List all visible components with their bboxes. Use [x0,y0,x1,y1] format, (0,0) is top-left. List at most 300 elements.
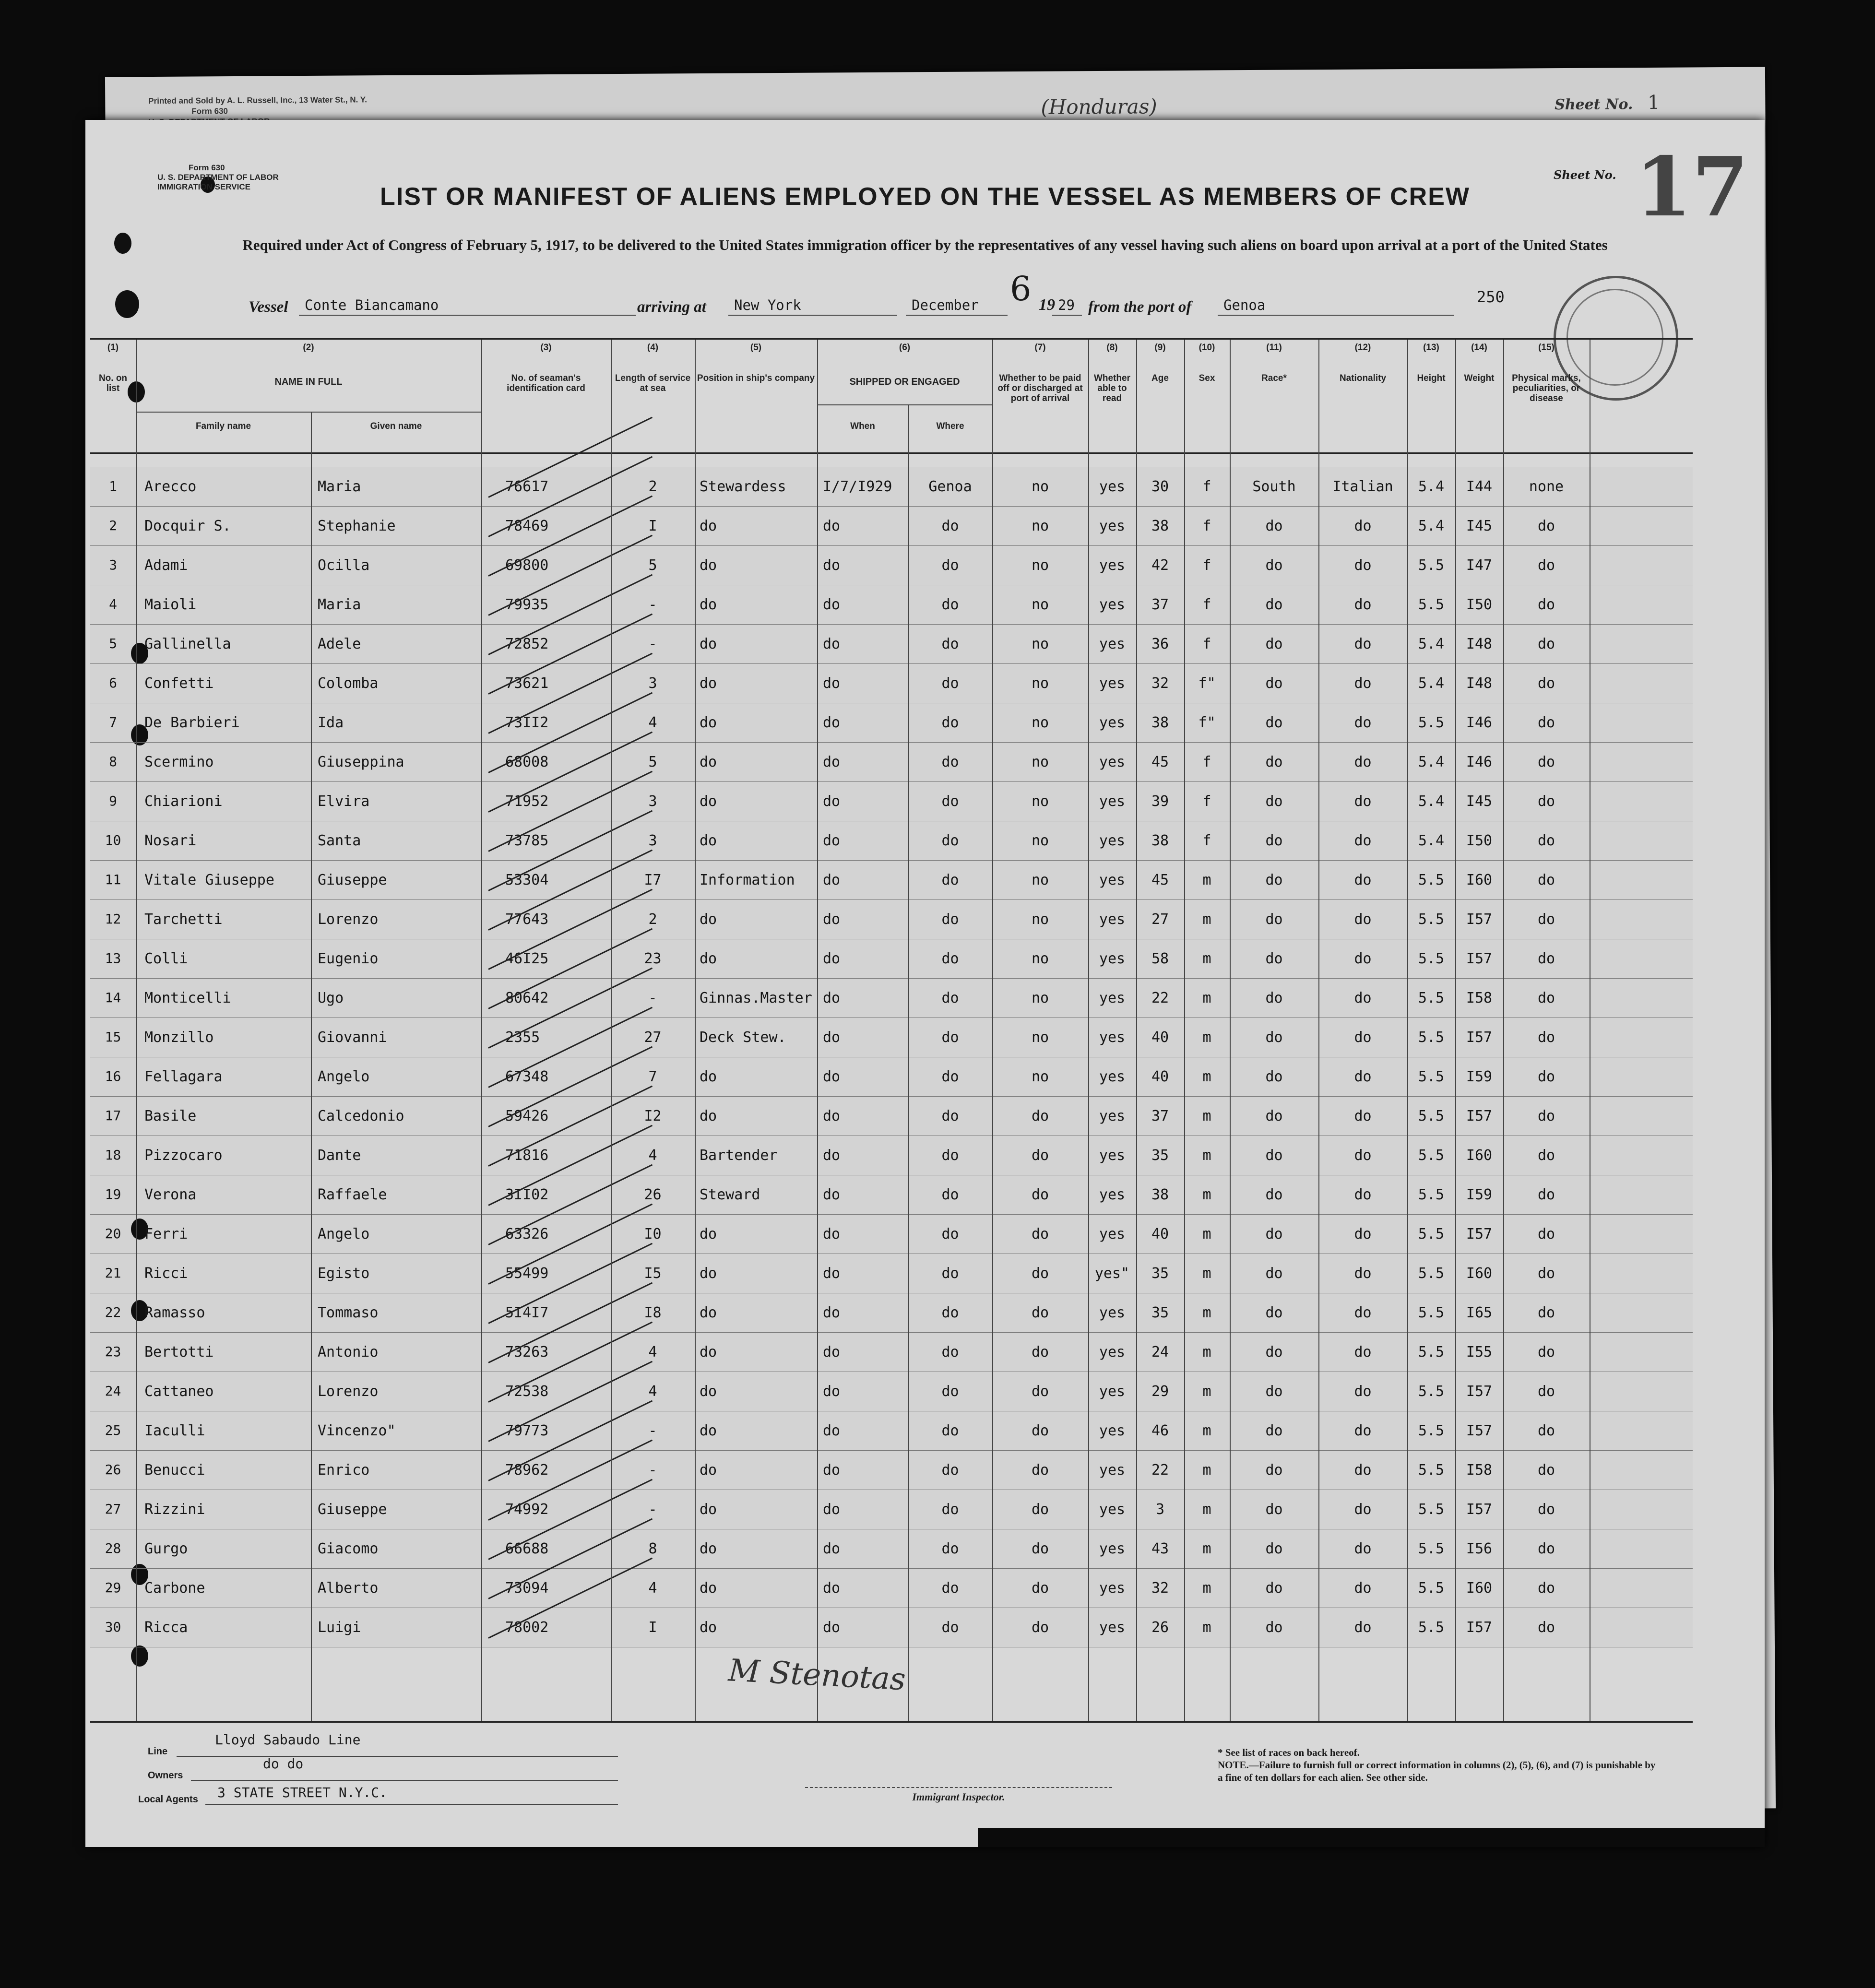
cell-no: 23 [105,1344,121,1360]
cell-read: yes [1099,518,1126,534]
table-row [90,1372,1693,1411]
subheader-divider [908,404,909,452]
cell-when: do [823,1265,841,1282]
cell-no: 22 [105,1304,121,1320]
table-row [90,781,1693,821]
cell-no: 3 [109,557,117,573]
cell-given: Tommaso [318,1304,379,1321]
signature: M Stenotas [727,1653,907,1698]
cell-service: 5 [648,557,657,574]
cell-position: do [700,793,717,810]
underlying-paren-note: (Honduras) [1041,95,1157,119]
cell-no: 2 [109,518,117,533]
cell-sex: m [1202,1029,1211,1046]
cell-service: 4 [648,1147,657,1164]
cell-weight: I47 [1466,557,1493,574]
cell-age: 39 [1151,793,1169,810]
table-row [90,1096,1693,1136]
table-row [90,821,1693,861]
cell-read: yes [1099,1147,1126,1164]
cell-where: do [941,1462,959,1479]
cell-card: 2355 [505,1029,540,1046]
cell-height: 5.5 [1418,1619,1445,1636]
cell-when: do [823,557,841,574]
penalty-note: NOTE.—Failure to furnish full or correct information in columns (2), (5), (6), and (7) is punishable by a fine of ten dollars for each alien. See other side. [1218,1759,1656,1783]
cell-height: 5.5 [1418,872,1445,888]
cell-when: do [823,1147,841,1164]
arrival-month: December [906,296,1008,316]
year-prefix: 19 [1039,296,1055,314]
cell-race: do [1265,714,1283,731]
cell-sex: m [1202,872,1211,888]
cell-when: do [823,675,841,692]
line-rule [177,1756,618,1757]
cell-card: 73263 [505,1344,549,1361]
cell-no: 8 [109,754,117,769]
cell-race: do [1265,1186,1283,1203]
cell-nat: do [1354,1029,1372,1046]
cell-when: do [823,1029,841,1046]
cell-card: 71816 [505,1147,549,1164]
cell-when: do [823,636,841,652]
cell-no: 26 [105,1462,121,1478]
cell-paid: do [1031,1344,1049,1361]
cell-read: yes [1099,1108,1126,1124]
cell-family: Ricci [144,1265,188,1282]
cell-position: Steward [700,1186,760,1203]
cell-read: yes [1099,990,1126,1006]
cell-weight: I48 [1466,675,1493,692]
line-value: Lloyd Sabaudo Line [215,1732,361,1748]
underlying-sheet-number [1555,92,1660,114]
cell-paid: no [1031,793,1049,810]
cell-weight: I55 [1466,1344,1493,1361]
cell-position: Stewardess [700,478,786,495]
cell-service: - [648,1462,657,1479]
column-number: (8) [1106,343,1118,353]
cell-no: 6 [109,675,117,691]
cell-where: do [941,1383,959,1400]
cell-nat: do [1354,1580,1372,1597]
cell-weight: I60 [1466,1265,1493,1282]
cell-paid: no [1031,1029,1049,1046]
column-label: Physical marks, peculiarities, or disease [1512,373,1581,403]
cell-paid: do [1031,1619,1049,1636]
cell-nat: do [1354,1265,1372,1282]
underlying-sheet-value: 1 [1647,91,1660,114]
cell-weight: I57 [1466,1422,1493,1439]
table-row [90,585,1693,625]
cell-no: 16 [105,1068,121,1084]
cell-family: Nosari [144,832,197,849]
cell-when: do [823,1383,841,1400]
column-label: No. on list [98,373,128,393]
cell-sex: m [1202,1619,1211,1636]
cell-card: 66688 [505,1540,549,1557]
cell-no: 5 [109,636,117,651]
cell-service: 27 [644,1029,662,1046]
cell-race: do [1265,1068,1283,1085]
cell-marks: do [1537,557,1555,574]
cell-card: 72852 [505,636,549,652]
cell-sex: m [1202,1462,1211,1479]
cell-paid: do [1031,1422,1049,1439]
table-row [90,506,1693,546]
column-label: Nationality [1339,373,1387,383]
cell-service: 8 [648,1540,657,1557]
cell-family: Gurgo [144,1540,188,1557]
cell-read: yes" [1094,1265,1130,1282]
cell-given: Antonio [318,1344,379,1361]
owners-value: do do [263,1756,304,1772]
cell-read: yes [1099,1226,1126,1242]
column-header [1318,340,1408,452]
cell-race: do [1265,1265,1283,1282]
column-number: (12) [1354,343,1371,353]
cell-when: I/7/I929 [823,478,892,495]
table-row [90,1332,1693,1372]
table-row [90,1568,1693,1608]
cell-when: do [823,1619,841,1636]
punch-hole [114,233,131,254]
cell-service: 4 [648,1344,657,1361]
cell-card: 73621 [505,675,549,692]
cell-given: Ugo [318,990,344,1006]
cell-age: 43 [1151,1540,1169,1557]
page-title: LIST OR MANIFEST OF ALIENS EMPLOYED ON THE VESSEL AS MEMBERS OF CREW [380,183,1470,211]
cell-position: do [700,1265,717,1282]
cell-paid: no [1031,832,1049,849]
cell-sex: f [1202,557,1211,574]
cell-when: do [823,1501,841,1518]
cell-given: Enrico [318,1462,370,1479]
cell-paid: do [1031,1265,1049,1282]
cell-card: 78962 [505,1462,549,1479]
cell-read: yes [1099,1580,1126,1597]
dept-name: U. S. DEPARTMENT OF LABOR [157,173,279,182]
table-row [90,1254,1693,1293]
cell-nat: do [1354,1068,1372,1085]
cell-given: Colomba [318,675,379,692]
cell-no: 9 [109,793,117,809]
column-header [817,340,993,452]
cell-no: 20 [105,1226,121,1242]
cell-read: yes [1099,911,1126,928]
cell-age: 40 [1151,1226,1169,1242]
table-row [90,1214,1693,1254]
cell-card: 71952 [505,793,549,810]
cell-position: Information [700,872,795,888]
cell-when: do [823,1108,841,1124]
cell-where: do [941,1344,959,1361]
cell-where: do [941,1147,959,1164]
column-number: (14) [1471,343,1487,353]
cell-card: 79773 [505,1422,549,1439]
cell-sex: m [1202,1422,1211,1439]
cell-nat: do [1354,1344,1372,1361]
cell-no: 13 [105,950,121,966]
cell-race: do [1265,1029,1283,1046]
inspector-signature-line: Immigrant Inspector. [805,1787,1112,1803]
cell-when: do [823,990,841,1006]
cell-weight: I58 [1466,990,1493,1006]
where-header: Where [936,421,964,431]
cell-family: Ferri [144,1226,188,1242]
cell-nat: do [1354,518,1372,534]
cell-paid: do [1031,1147,1049,1164]
cell-card: 5I4I7 [505,1304,549,1321]
cell-position: do [700,1422,717,1439]
cell-where: Genoa [928,478,972,495]
cell-age: 58 [1151,950,1169,967]
cell-nat: do [1354,754,1372,770]
cell-family: Ramasso [144,1304,205,1321]
table-row [90,1529,1693,1569]
cell-position: do [700,714,717,731]
form-number: Form 630 [189,163,225,172]
cell-where: do [941,1619,959,1636]
cell-paid: no [1031,911,1049,928]
cell-service: 3 [648,793,657,810]
cell-weight: I57 [1466,1619,1493,1636]
cell-paid: do [1031,1462,1049,1479]
cell-height: 5.5 [1418,990,1445,1006]
cell-given: Luigi [318,1619,361,1636]
column-label: SHIPPED OR ENGAGED [849,377,960,387]
cell-paid: no [1031,714,1049,731]
cell-age: 32 [1151,675,1169,692]
cell-position: do [700,832,717,849]
column-number: (10) [1199,343,1215,353]
cell-position: do [700,596,717,613]
table-row [90,703,1693,743]
cell-nat: do [1354,1108,1372,1124]
cell-where: do [941,1501,959,1518]
cell-height: 5.5 [1418,1580,1445,1597]
cell-sex: m [1202,1580,1211,1597]
table-row [90,1293,1693,1333]
cell-sex: f" [1198,675,1216,692]
table-row [90,860,1693,900]
cell-paid: do [1031,1186,1049,1203]
cell-marks: do [1537,1422,1555,1439]
cell-marks: do [1537,754,1555,770]
cell-age: 45 [1151,754,1169,770]
cell-no: 25 [105,1422,121,1438]
cell-race: do [1265,596,1283,613]
cell-card: 67348 [505,1068,549,1085]
column-label: Weight [1464,373,1495,383]
table-row [90,1175,1693,1215]
column-number: (1) [107,343,119,353]
cell-service: I8 [644,1304,662,1321]
cell-weight: I56 [1466,1540,1493,1557]
subheader-rule [817,404,992,405]
cell-age: 36 [1151,636,1169,652]
cell-no: 28 [105,1540,121,1556]
cell-height: 5.5 [1418,911,1445,928]
table-row [90,742,1693,782]
cell-marks: do [1537,1304,1555,1321]
cell-sex: m [1202,1304,1211,1321]
cell-weight: I59 [1466,1068,1493,1085]
cell-weight: I57 [1466,1501,1493,1518]
cell-weight: I58 [1466,1462,1493,1479]
cell-marks: do [1537,1462,1555,1479]
cell-service: 26 [644,1186,662,1203]
cell-race: do [1265,675,1283,692]
cell-service: I7 [644,872,662,888]
subheader-rule [136,412,481,413]
cell-family: De Barbieri [144,714,240,731]
cell-race: do [1265,1304,1283,1321]
column-number: (6) [899,343,911,353]
sheet-label: Sheet No. [1554,168,1616,182]
cell-paid: do [1031,1304,1049,1321]
cell-when: do [823,1304,841,1321]
cell-where: do [941,911,959,928]
cell-race: do [1265,950,1283,967]
cell-age: 35 [1151,1304,1169,1321]
cell-family: Maioli [144,596,197,613]
cell-paid: no [1031,675,1049,692]
cell-age: 35 [1151,1147,1169,1164]
cell-paid: no [1031,478,1049,495]
table-row [90,899,1693,939]
cell-paid: do [1031,1108,1049,1124]
table-row [90,1450,1693,1490]
column-number: (4) [647,343,659,353]
cell-sex: m [1202,1147,1211,1164]
cell-given: Maria [318,596,361,613]
cell-no: 29 [105,1580,121,1596]
cell-family: Arecco [144,478,197,495]
cell-nat: do [1354,832,1372,849]
cell-read: yes [1099,1186,1126,1203]
column-number: (7) [1034,343,1046,353]
service-name: IMMIGRATION SERVICE [157,182,250,191]
cell-read: yes [1099,754,1126,770]
column-header [611,340,696,452]
cell-sex: m [1202,990,1211,1006]
table-row [90,1018,1693,1057]
cell-service: 4 [648,1383,657,1400]
cell-given: Lorenzo [318,1383,379,1400]
cell-given: Eugenio [318,950,379,967]
cell-age: 29 [1151,1383,1169,1400]
table-row [90,545,1693,585]
column-label: Height [1417,373,1446,383]
cell-no: 15 [105,1029,121,1045]
cell-family: Benucci [144,1462,205,1479]
cell-weight: I57 [1466,1383,1493,1400]
cell-where: do [941,1540,959,1557]
cell-read: yes [1099,1344,1126,1361]
cell-where: do [941,1226,959,1242]
cell-sex: m [1202,1226,1211,1242]
cell-read: yes [1099,1422,1126,1439]
cell-nat: do [1354,1422,1372,1439]
departure-port: Genoa [1218,296,1454,316]
cell-service: - [648,636,657,652]
cell-no: 21 [105,1265,121,1281]
cell-age: 40 [1151,1029,1169,1046]
cell-given: Giuseppe [318,1501,387,1518]
cell-sex: f [1202,793,1211,810]
cell-marks: do [1537,832,1555,849]
cell-weight: I57 [1466,1226,1493,1242]
cell-marks: do [1537,1226,1555,1242]
cell-given: Stephanie [318,518,396,534]
cell-service: 2 [648,478,657,495]
column-header [1455,340,1504,452]
cell-card: 73II2 [505,714,549,731]
cell-weight: I50 [1466,832,1493,849]
cell-when: do [823,872,841,888]
cell-no: 18 [105,1147,121,1163]
cell-nat: do [1354,1304,1372,1321]
column-number: (5) [750,343,762,353]
cell-where: do [941,793,959,810]
table-body [90,452,1693,1721]
cell-position: do [700,1462,717,1479]
column-header [90,340,137,452]
cell-marks: do [1537,990,1555,1006]
cell-service: - [648,1422,657,1439]
cell-paid: no [1031,990,1049,1006]
cell-when: do [823,714,841,731]
cell-when: do [823,793,841,810]
cell-service: - [648,990,657,1006]
cell-marks: do [1537,1147,1555,1164]
cell-age: 46 [1151,1422,1169,1439]
column-label: Length of service at sea [615,373,691,393]
cell-read: yes [1099,557,1126,574]
cell-sex: f [1202,832,1211,849]
cell-position: do [700,1619,717,1636]
cell-position: do [700,911,717,928]
cell-marks: do [1537,1540,1555,1557]
cell-race: do [1265,990,1283,1006]
cell-sex: m [1202,1383,1211,1400]
crew-table [90,338,1693,1723]
cell-height: 5.5 [1418,557,1445,574]
cell-sex: m [1202,911,1211,928]
cell-paid: no [1031,1068,1049,1085]
cell-card: 80642 [505,990,549,1006]
cell-where: do [941,950,959,967]
cell-read: yes [1099,950,1126,967]
cell-height: 5.5 [1418,1540,1445,1557]
column-header [481,340,612,452]
cell-family: Adami [144,557,188,574]
cell-where: do [941,832,959,849]
cell-nat: do [1354,1147,1372,1164]
column-label: Whether to be paid off or discharged at port of arrival [997,373,1083,403]
cell-nat: do [1354,793,1372,810]
cell-service: - [648,1501,657,1518]
cell-paid: do [1031,1226,1049,1242]
footer-note [1218,1746,1659,1784]
column-header [1088,340,1137,452]
cell-age: 22 [1151,1462,1169,1479]
cell-family: Chiarioni [144,793,223,810]
cell-position: do [700,1501,717,1518]
cell-when: do [823,1186,841,1203]
column-header [1136,340,1185,452]
cell-family: Bertotti [144,1344,214,1361]
cell-marks: do [1537,872,1555,888]
